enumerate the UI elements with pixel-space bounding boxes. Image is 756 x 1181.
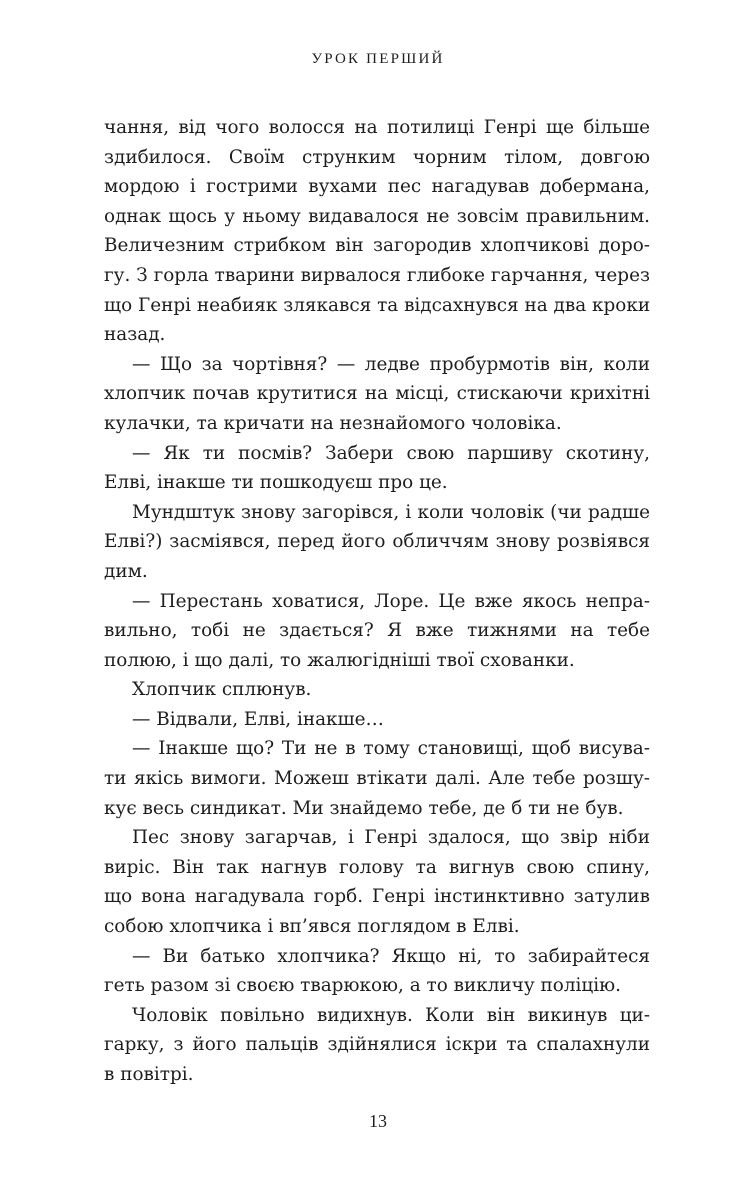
running-head: УРОК ПЕРШИЙ: [311, 51, 445, 67]
page-number: 13: [369, 1111, 387, 1131]
text-line: — Як ти посмів? Забери свою паршиву скотину,: [132, 442, 650, 464]
text-line: виріс. Він так нагнув голову та вигнув свою спину,: [104, 856, 650, 878]
text-line: — Перестань ховатися, Лоре. Це вже якось непра-: [132, 590, 650, 612]
text-line: — Ви батько хлопчика? Якщо ні, то забирайтеся: [132, 945, 650, 967]
text-line: — Що за чортівня? — ледве пробурмотів він, коли: [132, 353, 650, 375]
text-line: Елві?) засміявся, перед його обличчям знову розвіявся: [104, 531, 650, 553]
text-line: полюю, і що далі, то жалюгідніші твої схованки.: [104, 649, 575, 671]
text-line: назад.: [104, 324, 166, 346]
text-line: Чоловік повільно видихнув. Коли він викинув ци-: [132, 1004, 650, 1026]
text-line: кулачки, та кричати на незнайомого чоловіка.: [104, 412, 562, 434]
text-line: Пес знову загарчав, і Генрі здалося, що звір ніби: [132, 827, 650, 849]
text-line: — Інакше що? Ти не в тому становищі, щоб висува-: [132, 738, 650, 760]
text-line: чання, від чого волосся на потилиці Генрі ще більше: [104, 117, 650, 138]
text-line: що Генрі неабияк злякався та відсахнувся на два кроки: [104, 294, 651, 316]
text-line: кує весь синдикат. Ми знайдемо тебе, де б ти не був.: [104, 797, 624, 819]
text-line: гарку, з його пальців здійнялися іскри та спалахнули: [104, 1034, 650, 1056]
text-line: Елві, інакше ти пошкодуєш про це.: [104, 472, 448, 494]
text-line: — Відвали, Елві, інакше…: [132, 708, 384, 730]
text-line: Мундштук знову загорівся, і коли чоловік (чи радше: [132, 501, 650, 523]
text-line: ти якісь вимоги. Можеш втікати далі. Але тебе розшу-: [104, 768, 650, 790]
text-line: вильно, тобі не здається? Я вже тижнями на тебе: [104, 620, 650, 642]
text-line: геть разом зі своєю тварюкою, а то викличу поліцію.: [104, 975, 621, 997]
text-line: мордою і гострими вухами пес нагадував добермана,: [104, 176, 650, 198]
text-line: однак щось у ньому видавалося не зовсім правильним.: [104, 205, 650, 227]
text-line: що вона нагадувала горб. Генрі інстинктивно затулив: [104, 886, 650, 908]
text-line: гу. З горла тварини вирвалося глибоке гарчання, через: [104, 264, 650, 286]
text-line: собою хлопчика і вп’явся поглядом в Елві.: [104, 916, 520, 938]
text-line: дим.: [104, 560, 148, 582]
text-line: в повітрі.: [104, 1064, 194, 1085]
text-line: хлопчик почав крутитися на місці, стискаючи крихітні: [104, 383, 650, 405]
text-line: здибилося. Своїм струнким чорним тілом, довгою: [104, 146, 650, 168]
body-text: [104, 113, 650, 1090]
text-line: Хлопчик сплюнув.: [132, 679, 312, 701]
text-line: Величезним стрибком він загородив хлопчикові доро-: [104, 235, 650, 257]
